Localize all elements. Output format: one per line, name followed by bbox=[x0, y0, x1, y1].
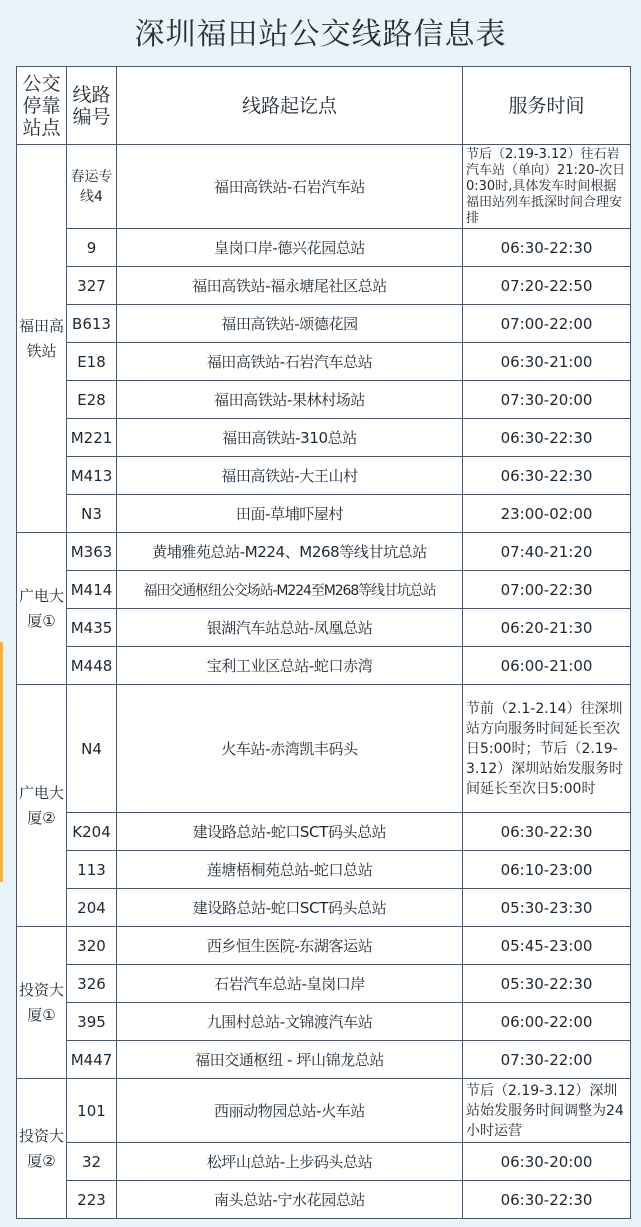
service-hours: 06:30-22:30 bbox=[463, 813, 631, 851]
header-route: 线路起讫点 bbox=[117, 67, 463, 145]
table-row bbox=[17, 305, 631, 343]
service-hours: 05:30-22:30 bbox=[463, 965, 631, 1003]
service-hours: 06:30-22:30 bbox=[463, 419, 631, 457]
route-code: M221 bbox=[67, 419, 117, 457]
route-endpoints: 南头总站-宁水花园总站 bbox=[117, 1181, 463, 1219]
table-row bbox=[17, 1041, 631, 1079]
table-row bbox=[17, 1181, 631, 1219]
table-row bbox=[17, 609, 631, 647]
service-hours: 07:00-22:30 bbox=[463, 571, 631, 609]
service-hours: 05:30-23:30 bbox=[463, 889, 631, 927]
table-row bbox=[17, 927, 631, 965]
route-code: 395 bbox=[67, 1003, 117, 1041]
route-code: N3 bbox=[67, 495, 117, 533]
table-row bbox=[17, 343, 631, 381]
route-endpoints: 西丽动物园总站-火车站 bbox=[117, 1079, 463, 1143]
route-endpoints: 黄埔雅苑总站-M224、M268等线甘坑总站 bbox=[117, 533, 463, 571]
table-row bbox=[17, 381, 631, 419]
header-stop: 公交停靠站点 bbox=[17, 67, 67, 145]
route-endpoints: 建设路总站-蛇口SCT码头总站 bbox=[117, 889, 463, 927]
service-hours: 节前（2.1-2.14）往深圳站方向服务时间延长至次日5:00时；节后（2.19-3.12）深圳站始发服务时间延长至次日5:00时 bbox=[463, 685, 631, 813]
table-row bbox=[17, 647, 631, 685]
service-hours: 06:30-22:30 bbox=[463, 229, 631, 267]
route-endpoints: 银湖汽车站总站-凤凰总站 bbox=[117, 609, 463, 647]
route-endpoints: 莲塘梧桐苑总站-蛇口总站 bbox=[117, 851, 463, 889]
route-code: E18 bbox=[67, 343, 117, 381]
route-endpoints: 松坪山总站-上步码头总站 bbox=[117, 1143, 463, 1181]
route-code: 326 bbox=[67, 965, 117, 1003]
table-row bbox=[17, 889, 631, 927]
route-endpoints: 福田高铁站-福永塘尾社区总站 bbox=[117, 267, 463, 305]
route-code: 320 bbox=[67, 927, 117, 965]
route-endpoints: 石岩汽车总站-皇岗口岸 bbox=[117, 965, 463, 1003]
route-endpoints: 福田高铁站-大王山村 bbox=[117, 457, 463, 495]
route-code: 113 bbox=[67, 851, 117, 889]
service-hours: 06:10-23:00 bbox=[463, 851, 631, 889]
stop-cell: 广电大厦① bbox=[17, 533, 67, 685]
service-hours: 06:30-22:30 bbox=[463, 457, 631, 495]
service-hours: 23:00-02:00 bbox=[463, 495, 631, 533]
table-row bbox=[17, 145, 631, 229]
route-code: M435 bbox=[67, 609, 117, 647]
table-row bbox=[17, 533, 631, 571]
route-code: M363 bbox=[67, 533, 117, 571]
route-code: M448 bbox=[67, 647, 117, 685]
table-row bbox=[17, 495, 631, 533]
route-endpoints: 福田高铁站-石岩汽车站 bbox=[117, 145, 463, 229]
route-endpoints: 九围村总站-文锦渡汽车站 bbox=[117, 1003, 463, 1041]
table-row bbox=[17, 457, 631, 495]
service-hours: 06:30-20:00 bbox=[463, 1143, 631, 1181]
header-code: 线路编号 bbox=[67, 67, 117, 145]
table-row bbox=[17, 1079, 631, 1143]
route-endpoints: 火车站-赤湾凯丰码头 bbox=[117, 685, 463, 813]
route-code: 204 bbox=[67, 889, 117, 927]
stop-cell: 投资大厦① bbox=[17, 927, 67, 1079]
service-hours: 06:30-22:30 bbox=[463, 1181, 631, 1219]
route-code: 32 bbox=[67, 1143, 117, 1181]
service-hours: 06:00-21:00 bbox=[463, 647, 631, 685]
table-row bbox=[17, 965, 631, 1003]
route-endpoints: 福田高铁站-310总站 bbox=[117, 419, 463, 457]
page-title: 深圳福田站公交线路信息表 bbox=[134, 17, 507, 52]
header-hours: 服务时间 bbox=[463, 67, 631, 145]
route-code: 9 bbox=[67, 229, 117, 267]
table-row bbox=[17, 851, 631, 889]
route-endpoints: 建设路总站-蛇口SCT码头总站 bbox=[117, 813, 463, 851]
bus-route-table bbox=[16, 66, 631, 1219]
route-code: 101 bbox=[67, 1079, 117, 1143]
route-endpoints: 西乡恒生医院-东湖客运站 bbox=[117, 927, 463, 965]
table-row bbox=[17, 267, 631, 305]
route-endpoints: 宝利工业区总站-蛇口赤湾 bbox=[117, 647, 463, 685]
route-endpoints: 福田交通枢纽公交场站-M224至M268等线甘坑总站 bbox=[117, 571, 463, 609]
stop-cell: 投资大厦② bbox=[17, 1079, 67, 1219]
header-row bbox=[17, 67, 631, 145]
route-endpoints: 福田交通枢纽 - 坪山锦龙总站 bbox=[117, 1041, 463, 1079]
service-hours: 07:30-22:00 bbox=[463, 1041, 631, 1079]
table-row bbox=[17, 229, 631, 267]
route-code: B613 bbox=[67, 305, 117, 343]
service-hours: 05:45-23:00 bbox=[463, 927, 631, 965]
route-endpoints: 田面-草埔吓屋村 bbox=[117, 495, 463, 533]
route-endpoints: 福田高铁站-颂德花园 bbox=[117, 305, 463, 343]
service-hours: 节后（2.19-3.12）深圳站始发服务时间调整为24小时运营 bbox=[463, 1079, 631, 1143]
service-hours: 节后（2.19-3.12）往石岩汽车站（单向）21:20-次日0:30时,具体发车时间根据福田站列车抵深时间合理安排 bbox=[463, 145, 631, 229]
service-hours: 06:30-21:00 bbox=[463, 343, 631, 381]
table-row bbox=[17, 685, 631, 813]
route-code: E28 bbox=[67, 381, 117, 419]
table-row bbox=[17, 813, 631, 851]
route-code: K204 bbox=[67, 813, 117, 851]
route-code: 春运专线4 bbox=[67, 145, 117, 229]
route-code: N4 bbox=[67, 685, 117, 813]
route-code: 327 bbox=[67, 267, 117, 305]
left-edge-mark bbox=[0, 642, 3, 882]
table-row bbox=[17, 1003, 631, 1041]
service-hours: 06:00-22:00 bbox=[463, 1003, 631, 1041]
service-hours: 07:00-22:00 bbox=[463, 305, 631, 343]
service-hours: 07:20-22:50 bbox=[463, 267, 631, 305]
stop-cell: 福田高铁站 bbox=[17, 145, 67, 533]
route-code: 223 bbox=[67, 1181, 117, 1219]
route-endpoints: 皇岗口岸-德兴花园总站 bbox=[117, 229, 463, 267]
route-code: M447 bbox=[67, 1041, 117, 1079]
table-row bbox=[17, 1143, 631, 1181]
route-endpoints: 福田高铁站-石岩汽车总站 bbox=[117, 343, 463, 381]
stop-cell: 广电大厦② bbox=[17, 685, 67, 927]
service-hours: 07:30-20:00 bbox=[463, 381, 631, 419]
service-hours: 06:20-21:30 bbox=[463, 609, 631, 647]
route-code: M413 bbox=[67, 457, 117, 495]
route-endpoints: 福田高铁站-果林村场站 bbox=[117, 381, 463, 419]
table-row bbox=[17, 419, 631, 457]
service-hours: 07:40-21:20 bbox=[463, 533, 631, 571]
route-code: M414 bbox=[67, 571, 117, 609]
table-row bbox=[17, 571, 631, 609]
